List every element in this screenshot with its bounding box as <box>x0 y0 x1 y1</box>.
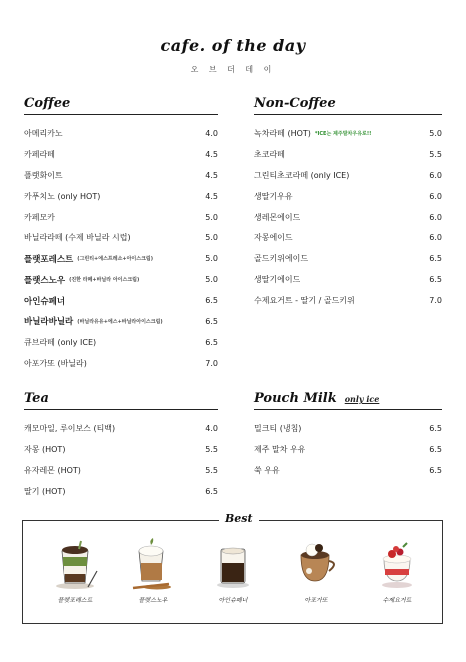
menu-item-name <box>24 149 55 160</box>
menu-item-label: 골드키위에이드 <box>254 254 309 264</box>
menu-item-name <box>254 444 305 455</box>
menu-item-price: 4.0 <box>205 423 218 433</box>
menu-item <box>24 311 218 332</box>
menu-item-label: 플랫화이트 <box>24 170 63 180</box>
menu-item-name <box>24 212 55 223</box>
einspanner-glass-icon <box>208 535 258 591</box>
menu-item-price: 6.5 <box>429 275 442 285</box>
menu-item-price: 6.5 <box>205 316 218 326</box>
menu-item-label: 제주 말차 우유 <box>254 444 306 454</box>
menu-item-name <box>254 128 371 139</box>
menu-item-price: 6.0 <box>429 191 442 201</box>
menu-item-label: 수제요거트 - 딸기 / 골드키위 <box>254 296 355 306</box>
menu-item <box>254 165 442 186</box>
best-item-2 <box>113 535 193 604</box>
menu-item-price: 4.0 <box>205 128 218 138</box>
menu-item <box>254 418 442 439</box>
menu-item-label: 카페라떼 <box>24 149 55 159</box>
menu-item <box>24 207 218 228</box>
menu-item-name <box>254 170 349 181</box>
menu-item-label: 캐모마일, 루이보스 (티백) <box>24 423 116 433</box>
menu-item <box>254 460 442 481</box>
menu-item-name <box>24 337 96 348</box>
best-item-3 <box>193 535 273 604</box>
menu-item-label: 아포가또 (바닐라) <box>24 358 87 368</box>
menu-item-label: 아메리카노 <box>24 128 63 138</box>
menu-item-price: 6.5 <box>205 337 218 347</box>
menu-item-label: 쑥 우유 <box>254 465 280 475</box>
menu-item <box>24 439 218 460</box>
menu-item-price: 6.0 <box>429 170 442 180</box>
menu-item <box>24 460 218 481</box>
menu-item-name <box>24 315 163 327</box>
menu-item-price: 6.5 <box>429 444 442 454</box>
menu-item <box>254 207 442 228</box>
menu-item-price: 6.5 <box>205 296 218 306</box>
best-item-label: 수제요거트 <box>382 597 412 604</box>
menu-item <box>24 123 218 144</box>
menu-item-name <box>254 253 308 264</box>
menu-item-label: 카페모카 <box>24 212 55 222</box>
matcha-cup-icon <box>50 535 100 591</box>
menu-item-label: 바닐라바닐라 <box>24 317 74 328</box>
menu-item-name <box>24 444 65 455</box>
tea-section <box>24 391 218 502</box>
menu-item <box>24 165 218 186</box>
affogato-cup-icon <box>289 535 343 591</box>
best-item-label: 플랫포레스트 <box>57 597 93 604</box>
coffee-section <box>24 96 218 374</box>
menu-item-label: 카푸치노 (only HOT) <box>24 191 101 201</box>
best-item-4 <box>276 535 356 604</box>
only-ice-note: only ice <box>344 394 380 404</box>
pouch-milk-section <box>254 391 442 481</box>
menu-item-price: 5.5 <box>429 149 442 159</box>
menu-item <box>24 186 218 207</box>
menu-item <box>254 439 442 460</box>
menu-item-description: (바닐라유유+에스+바닐라아이스크림) <box>77 318 163 325</box>
menu-item <box>254 227 442 248</box>
menu-item-price: 5.0 <box>205 212 218 222</box>
non-coffee-heading: Non-Coffee <box>254 96 442 115</box>
menu-item-description: (그린티+에스프레소+아이스크림) <box>77 256 154 263</box>
menu-item <box>24 144 218 165</box>
menu-item <box>254 144 442 165</box>
menu-item-label: 생레몬에이드 <box>254 212 301 222</box>
menu-item-name <box>24 128 63 139</box>
latte-cup-icon <box>123 535 183 591</box>
menu-item-name <box>24 274 139 286</box>
menu-item-label: 밀크티 (냉침) <box>254 423 302 433</box>
menu-item-price: 5.0 <box>429 128 442 138</box>
best-item-1 <box>35 535 115 604</box>
menu-item-label: 자몽에이드 <box>254 233 293 243</box>
menu-item-name <box>24 295 65 307</box>
best-item-5 <box>357 535 437 604</box>
menu-item-price: 6.0 <box>429 233 442 243</box>
menu-item-price: 6.5 <box>429 254 442 264</box>
menu-item-name <box>24 358 87 369</box>
menu-item-price: 7.0 <box>429 296 442 306</box>
menu-item-name <box>24 253 153 265</box>
tea-heading: Tea <box>24 391 218 410</box>
menu-item-price: 6.5 <box>429 465 442 475</box>
menu-item-name <box>254 191 293 202</box>
menu-item <box>254 186 442 207</box>
menu-item-description: (진한 라떼+바닐라 아이스크림) <box>69 277 140 284</box>
menu-item-price: 5.0 <box>205 275 218 285</box>
menu-item <box>24 332 218 353</box>
menu-item-name <box>24 191 100 202</box>
menu-item-label: 플랫포레스트 <box>24 254 74 265</box>
menu-item <box>254 248 442 269</box>
menu-item <box>24 227 218 248</box>
pouch-milk-heading: Pouch Milk only ice <box>254 391 442 410</box>
menu-item-name <box>24 486 65 497</box>
menu-item <box>24 290 218 311</box>
menu-item-label: 녹차라떼 (HOT) <box>254 128 311 138</box>
menu-item <box>254 269 442 290</box>
menu-item-price: 5.0 <box>205 233 218 243</box>
menu-item-label: 초코라떼 <box>254 149 285 159</box>
menu-item <box>24 248 218 269</box>
menu-item-price: 4.5 <box>205 191 218 201</box>
menu-item <box>24 353 218 374</box>
menu-item-label: 플랫스노우 <box>24 275 66 286</box>
menu-item-price: 4.5 <box>205 170 218 180</box>
best-item-label: 아인슈페너 <box>218 597 248 604</box>
menu-item-price: 5.0 <box>205 254 218 264</box>
best-heading: Best <box>219 512 259 525</box>
menu-item <box>24 418 218 439</box>
menu-item-name <box>24 170 63 181</box>
menu-item <box>24 269 218 290</box>
non-coffee-section <box>254 96 442 311</box>
menu-item-name <box>24 465 81 476</box>
menu-item-label: 그린티초코라떼 (only ICE) <box>254 170 350 180</box>
menu-item-label: 생딸기우유 <box>254 191 293 201</box>
menu-item-name <box>254 212 300 223</box>
menu-item-name <box>24 232 131 243</box>
menu-item-price: 5.5 <box>205 444 218 454</box>
page-title: cafe. of the day <box>160 36 306 55</box>
menu-item <box>254 290 442 311</box>
menu-item-label: 자몽 (HOT) <box>24 444 66 454</box>
coffee-heading: Coffee <box>24 96 218 115</box>
menu-item-price: 6.5 <box>205 486 218 496</box>
menu-item-price: 6.5 <box>429 423 442 433</box>
yogurt-cup-icon <box>370 535 424 591</box>
menu-item-name <box>254 232 293 243</box>
menu-item-name <box>254 295 355 306</box>
menu-item-label: 아인슈페너 <box>24 296 66 307</box>
page-subtitle: 오 브 더 데 이 <box>190 65 276 74</box>
menu-item-name <box>254 465 280 476</box>
menu-item-label: 바닐라라떼 (수제 바닐라 시럽) <box>24 233 131 243</box>
menu-item-name <box>254 274 300 285</box>
menu-item-price: 5.5 <box>205 465 218 475</box>
menu-item <box>24 481 218 502</box>
menu-item-price: 4.5 <box>205 149 218 159</box>
best-item-label: 아포가또 <box>304 597 328 604</box>
menu-item-label: 유자레몬 (HOT) <box>24 465 81 475</box>
menu-item-price: 7.0 <box>205 358 218 368</box>
menu-item-label: 큐브라떼 (only ICE) <box>24 337 97 347</box>
best-item-label: 플랫스노우 <box>138 597 168 604</box>
best-box <box>22 512 443 624</box>
menu-item-price: 6.0 <box>429 212 442 222</box>
menu-item-label: 딸기 (HOT) <box>24 486 66 496</box>
menu-item-note: *ICE는 제주말차우유로!! <box>314 130 372 137</box>
menu-item-name <box>254 149 285 160</box>
menu-item-name <box>24 423 115 434</box>
menu-item <box>254 123 442 144</box>
menu-item-label: 생딸기에이드 <box>254 275 301 285</box>
menu-item-name <box>254 423 301 434</box>
